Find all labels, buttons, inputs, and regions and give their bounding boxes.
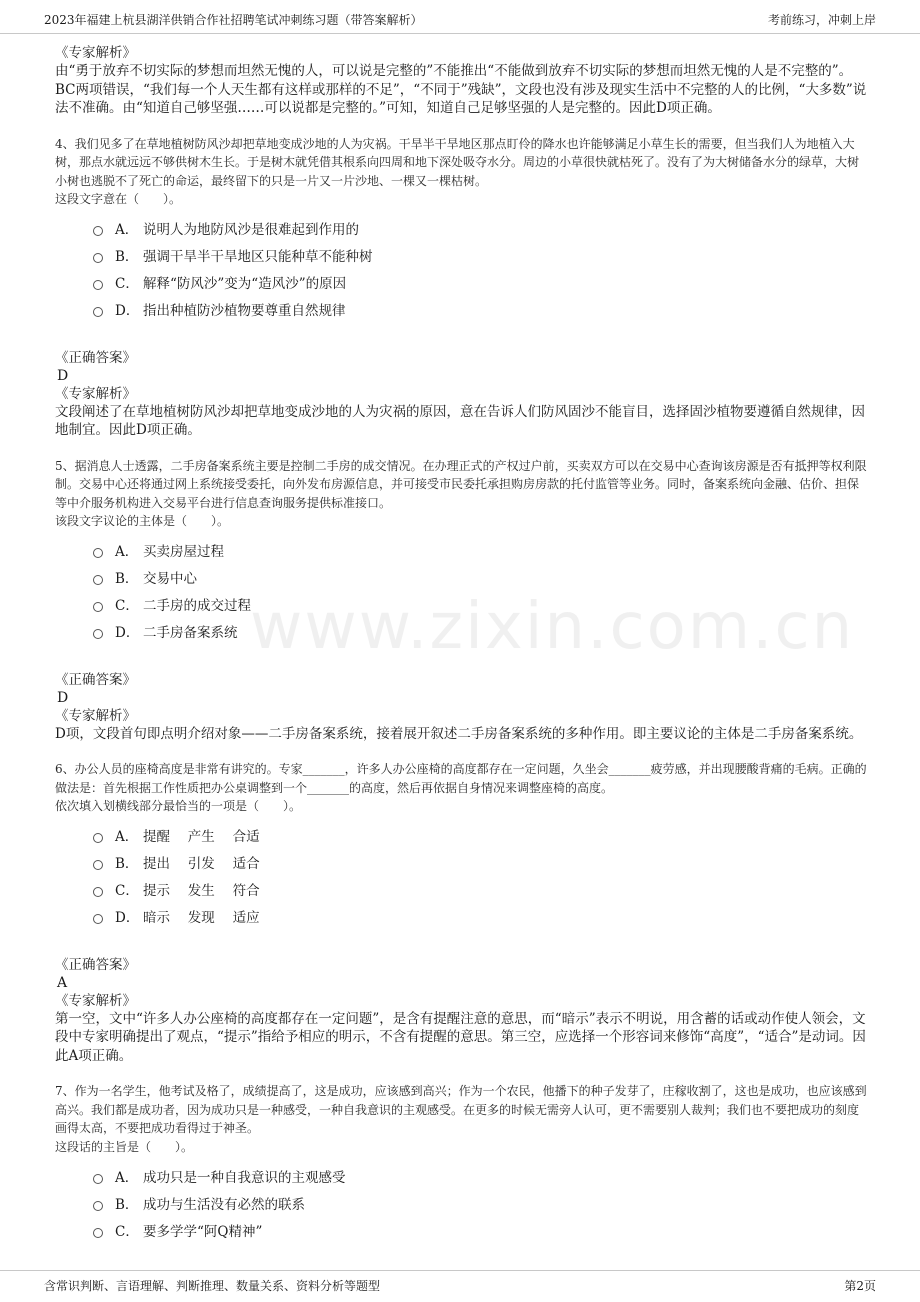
option-b[interactable]: B． 成功与生活没有必然的联系 (93, 1189, 870, 1216)
question-text: 6、办公人员的座椅高度是非常有讲究的。专家_______，许多人办公座椅的高度都存在一定问题，久坐会_______疲劳感，并出现腰酸背痛的毛病。正确的做法是：首先根据工作性质把办公桌调整到一个_______的高度，然后再依据自身情况来调整座椅的高度。 (55, 762, 867, 795)
question-prompt: 依次填入划横线部分最恰当的一项是（ ）。 (55, 799, 302, 813)
correct-answer-label: 《正确答案》 (55, 671, 136, 688)
options-list (93, 1162, 870, 1243)
options-list (93, 537, 870, 645)
option-text: 指出种植防沙植物要尊重自然规律 (143, 303, 346, 319)
options-list (93, 822, 870, 930)
radio-icon[interactable] (93, 548, 103, 558)
question-prompt: 这段文字意在（ ）。 (55, 192, 182, 206)
radio-icon[interactable] (93, 1201, 103, 1211)
radio-icon[interactable] (93, 860, 103, 870)
option-a[interactable]: A． 成功只是一种自我意识的主观感受 (93, 1162, 870, 1189)
option-a[interactable]: A． 提醒 产生 合适 (93, 822, 870, 849)
option-text: 二手房的成交过程 (143, 598, 251, 614)
page-content (55, 44, 870, 1269)
radio-icon[interactable] (93, 307, 103, 317)
option-c[interactable]: C． 要多学学“阿Q精神” (93, 1216, 870, 1243)
watermark: www.zixin.com.cn (250, 590, 855, 664)
question-4 (55, 135, 870, 209)
question-text: 4、我们见多了在草地植树防风沙却把草地变成沙地的人为灾祸。干旱半干旱地区那点盯伶的降水也许能够满足小草生长的需要，但当我们人为地植入大树，那点水就远远不够供树木生长。于是树木就凭借其根系向四周和地下深处吸夺水分。周边的小草很快就枯死了。没有了为大树储备水分的绿草，大树小树也逃脱不了死亡的命运，最终留下的只是一片又一片沙地、一棵又一棵枯树。 (55, 136, 860, 188)
radio-icon[interactable] (93, 629, 103, 639)
expert-analysis-label: 《专家解析》 (55, 992, 136, 1009)
expert-analysis-label: 《专家解析》 (55, 45, 136, 61)
explanation-text: D项，文段首句即点明介绍对象——二手房备案系统，接着展开叙述二手房备案系统的多种作用。即主要议论的主体是二手房备案系统。 (55, 725, 863, 742)
option-text: 成功只是一种自我意识的主观感受 (143, 1169, 346, 1186)
header-tagline: 考前练习，冲刺上岸 (767, 13, 876, 27)
question-5 (55, 457, 870, 531)
question-6 (55, 760, 870, 816)
correct-answer: D (57, 367, 69, 384)
option-text: 强调干旱半干旱地区只能种草不能种树 (143, 249, 373, 265)
option-text: 买卖房屋过程 (143, 544, 224, 560)
question-prompt: 这段话的主旨是（ ）。 (55, 1139, 194, 1154)
expert-analysis-label: 《专家解析》 (55, 385, 136, 402)
page-footer (0, 1270, 920, 1302)
radio-icon[interactable] (93, 914, 103, 924)
radio-icon[interactable] (93, 575, 103, 585)
option-a[interactable]: A． 买卖房屋过程 (93, 537, 870, 564)
option-text: 暗示 发现 适应 (143, 910, 260, 926)
radio-icon[interactable] (93, 253, 103, 263)
correct-answer-label: 《正确答案》 (55, 349, 136, 366)
option-text: 成功与生活没有必然的联系 (143, 1196, 305, 1213)
option-d[interactable]: D． 二手房备案系统 (93, 618, 870, 645)
question-text: 7、作为一名学生，他考试及格了，成绩提高了，这是成功，应该感到高兴；作为一个农民，他播下的种子发芽了，庄稼收割了，这也是成功，也应该感到高兴。我们都是成功者，因为成功只是一种感受，一种自我意识的主观感受。在更多的时候无需旁人认可，更不需要别人裁判；我们也不要把成功的刻度画得太高，不要把成功看得过于神圣。 (55, 1084, 867, 1135)
option-text: 解释“防风沙”变为“造风沙”的原因 (143, 276, 347, 292)
option-a[interactable]: A． 说明人为地防风沙是很难起到作用的 (93, 215, 870, 242)
option-text: 要多学学“阿Q精神” (143, 1223, 263, 1240)
option-b[interactable]: B． 交易中心 (93, 564, 870, 591)
page-number: 第2页 (844, 1279, 876, 1293)
radio-icon[interactable] (93, 602, 103, 612)
question-prompt: 该段文字议论的主体是（ ）。 (55, 514, 230, 528)
document-title: 2023年福建上杭县湖洋供销合作社招聘笔试冲刺练习题（带答案解析） (44, 13, 423, 27)
correct-answer-label: 《正确答案》 (55, 956, 136, 973)
question-text: 5、据消息人士透露，二手房备案系统主要是控制二手房的成交情况。在办理正式的产权过户前，买卖双方可以在交易中心查询该房源是否有抵押等权利限制。交易中心还将通过网上系统接受委托，向外发布房源信息，并可接受市民委托承担购房房款的托付监管等业务。同时，备案系统向金融、估价、担保等中介服务机构进入交易平台进行信息查询服务提供标准接口。 (55, 458, 867, 510)
option-d[interactable]: D． 指出种植防沙植物要尊重自然规律 (93, 296, 870, 323)
option-text: 提示 发生 符合 (143, 883, 260, 899)
option-c[interactable]: C． 解释“防风沙”变为“造风沙”的原因 (93, 269, 870, 296)
option-b[interactable]: B． 强调干旱半干旱地区只能种草不能种树 (93, 242, 870, 269)
expert-analysis-label: 《专家解析》 (55, 707, 136, 724)
options-list (93, 215, 870, 323)
radio-icon[interactable] (93, 226, 103, 236)
radio-icon[interactable] (93, 280, 103, 290)
radio-icon[interactable] (93, 833, 103, 843)
page-header (0, 0, 920, 34)
radio-icon[interactable] (93, 1228, 103, 1238)
option-text: 说明人为地防风沙是很难起到作用的 (143, 222, 359, 238)
footer-topics: 含常识判断、言语理解、判断推理、数量关系、资料分析等题型 (44, 1279, 381, 1293)
option-c[interactable]: C． 二手房的成交过程 (93, 591, 870, 618)
explanation-text: 文段阐述了在草地植树防风沙却把草地变成沙地的人为灾祸的原因，意在告诉人们防风固沙不能盲目，选择固沙植物要遵循自然规律，因地制宜。因此D项正确。 (55, 403, 865, 438)
radio-icon[interactable] (93, 1174, 103, 1184)
question-7 (55, 1082, 870, 1156)
option-text: 提醒 产生 合适 (143, 829, 260, 845)
explanation-text: 由“勇于放弃不切实际的梦想而坦然无愧的人，可以说是完整的”不能推出“不能做到放弃不切实际的梦想而坦然无愧的人是不完整的”。BC两项错误，“我们每一个人天生都有这样或那样的不足”，“不同于”残缺”，文段也没有涉及现实生活中不完整的人的比例，“大多数”说法不准确。由“知道自己够坚强……可以说都是完整的。”可知，知道自己足够坚强的人是完整的。因此D项正确。 (55, 63, 867, 116)
radio-icon[interactable] (93, 887, 103, 897)
correct-answer: D (57, 689, 69, 706)
option-text: 交易中心 (143, 571, 197, 587)
explanation-text: 第一空，文中“许多人办公座椅的高度都存在一定问题”，是含有提醒注意的意思，而“暗示”表示不明说，用含蓄的话或动作使人领会，文段中专家明确提出了观点，“提示”指给予相应的明示，不含有提醒的意思。第三空，应选择一个形容词来修饰“高度”，“适合”是动词。因此A项正确。 (55, 1010, 866, 1064)
correct-answer: A (57, 974, 68, 991)
option-b[interactable]: B． 提出 引发 适合 (93, 849, 870, 876)
option-d[interactable]: D． 暗示 发现 适应 (93, 903, 870, 930)
option-text: 二手房备案系统 (143, 625, 238, 641)
option-text: 提出 引发 适合 (143, 856, 260, 872)
option-c[interactable]: C． 提示 发生 符合 (93, 876, 870, 903)
